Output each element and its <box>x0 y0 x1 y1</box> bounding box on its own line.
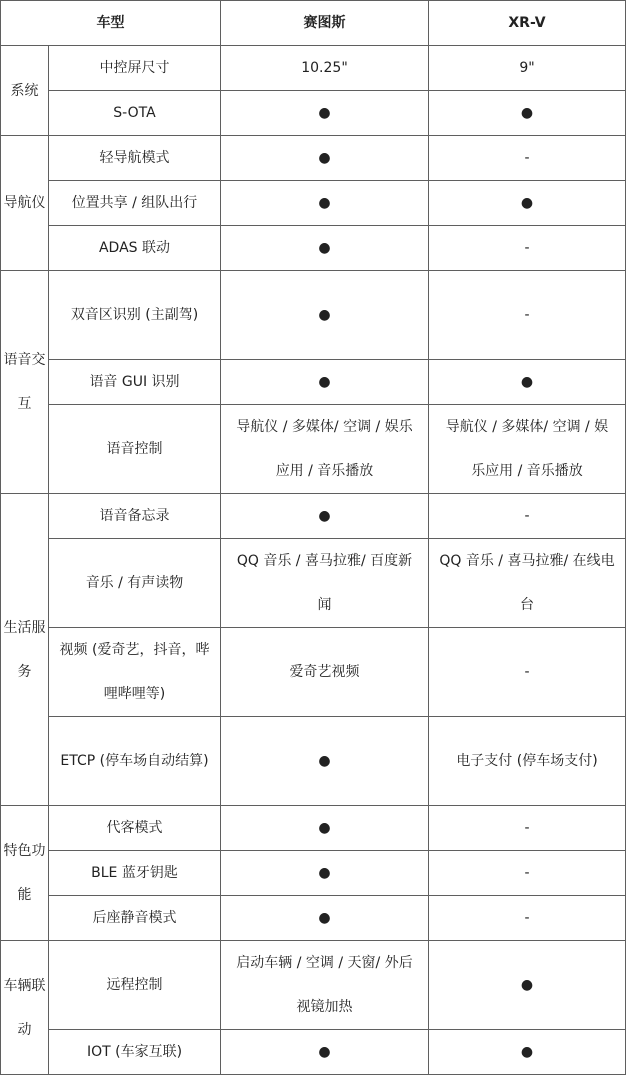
feature-cell: 轻导航模式 <box>49 136 221 181</box>
value-cell-a: ● <box>221 851 429 896</box>
table-row <box>1 360 626 405</box>
value-cell-b: - <box>429 851 626 896</box>
header-car-a: 赛图斯 <box>221 1 429 46</box>
feature-cell: 视频 (爱奇艺，抖音，哔哩哔哩等) <box>49 628 221 717</box>
table-row <box>1 628 626 717</box>
feature-cell: 位置共享 / 组队出行 <box>49 181 221 226</box>
feature-cell: 语音 GUI 识别 <box>49 360 221 405</box>
feature-cell: 代客模式 <box>49 806 221 851</box>
feature-cell: 语音控制 <box>49 405 221 494</box>
feature-cell: 后座静音模式 <box>49 896 221 941</box>
table-row <box>1 46 626 91</box>
value-cell-b: 电子支付 (停车场支付) <box>429 717 626 806</box>
value-cell-b: ● <box>429 1030 626 1075</box>
feature-cell: 中控屏尺寸 <box>49 46 221 91</box>
value-cell-a: 导航仪 / 多媒体/ 空调 / 娱乐应用 / 音乐播放 <box>221 405 429 494</box>
feature-cell: IOT (车家互联) <box>49 1030 221 1075</box>
table-row <box>1 539 626 628</box>
category-cell: 语音交互 <box>1 271 49 494</box>
category-cell: 系统 <box>1 46 49 136</box>
table-row <box>1 494 626 539</box>
feature-cell: 远程控制 <box>49 941 221 1030</box>
value-cell-b: - <box>429 628 626 717</box>
category-cell: 车辆联动 <box>1 941 49 1075</box>
feature-cell: 双音区识别 (主副驾) <box>49 271 221 360</box>
value-cell-b: - <box>429 494 626 539</box>
header-row <box>1 1 626 46</box>
value-cell-a: ● <box>221 181 429 226</box>
value-cell-b: ● <box>429 941 626 1030</box>
category-cell: 生活服务 <box>1 494 49 806</box>
table-row <box>1 226 626 271</box>
value-cell-a: ● <box>221 226 429 271</box>
table-row <box>1 181 626 226</box>
table-row <box>1 717 626 806</box>
value-cell-a: ● <box>221 896 429 941</box>
header-car-b: XR-V <box>429 1 626 46</box>
value-cell-b: - <box>429 806 626 851</box>
value-cell-a: 启动车辆 / 空调 / 天窗/ 外后视镜加热 <box>221 941 429 1030</box>
table-row <box>1 1030 626 1075</box>
value-cell-b: - <box>429 136 626 181</box>
table-row <box>1 896 626 941</box>
value-cell-a: ● <box>221 360 429 405</box>
value-cell-a: 爱奇艺视频 <box>221 628 429 717</box>
table-row <box>1 271 626 360</box>
value-cell-b: ● <box>429 91 626 136</box>
value-cell-b: - <box>429 896 626 941</box>
table-row <box>1 851 626 896</box>
table-row <box>1 405 626 494</box>
value-cell-b: QQ 音乐 / 喜马拉雅/ 在线电台 <box>429 539 626 628</box>
feature-cell: BLE 蓝牙钥匙 <box>49 851 221 896</box>
table-row <box>1 91 626 136</box>
value-cell-a: ● <box>221 494 429 539</box>
table-row <box>1 136 626 181</box>
feature-cell: 音乐 / 有声读物 <box>49 539 221 628</box>
value-cell-b: - <box>429 226 626 271</box>
value-cell-b: 9" <box>429 46 626 91</box>
value-cell-b: 导航仪 / 多媒体/ 空调 / 娱乐应用 / 音乐播放 <box>429 405 626 494</box>
table-row <box>1 806 626 851</box>
value-cell-a: 10.25" <box>221 46 429 91</box>
value-cell-a: ● <box>221 806 429 851</box>
value-cell-b: ● <box>429 181 626 226</box>
value-cell-a: ● <box>221 717 429 806</box>
value-cell-b: ● <box>429 360 626 405</box>
feature-cell: S-OTA <box>49 91 221 136</box>
feature-cell: ADAS 联动 <box>49 226 221 271</box>
value-cell-a: ● <box>221 91 429 136</box>
value-cell-a: QQ 音乐 / 喜马拉雅/ 百度新闻 <box>221 539 429 628</box>
category-cell: 导航仪 <box>1 136 49 271</box>
value-cell-a: ● <box>221 1030 429 1075</box>
value-cell-b: - <box>429 271 626 360</box>
table-row <box>1 941 626 1030</box>
header-model: 车型 <box>1 1 221 46</box>
feature-cell: ETCP (停车场自动结算) <box>49 717 221 806</box>
category-cell: 特色功能 <box>1 806 49 941</box>
value-cell-a: ● <box>221 271 429 360</box>
feature-cell: 语音备忘录 <box>49 494 221 539</box>
value-cell-a: ● <box>221 136 429 181</box>
